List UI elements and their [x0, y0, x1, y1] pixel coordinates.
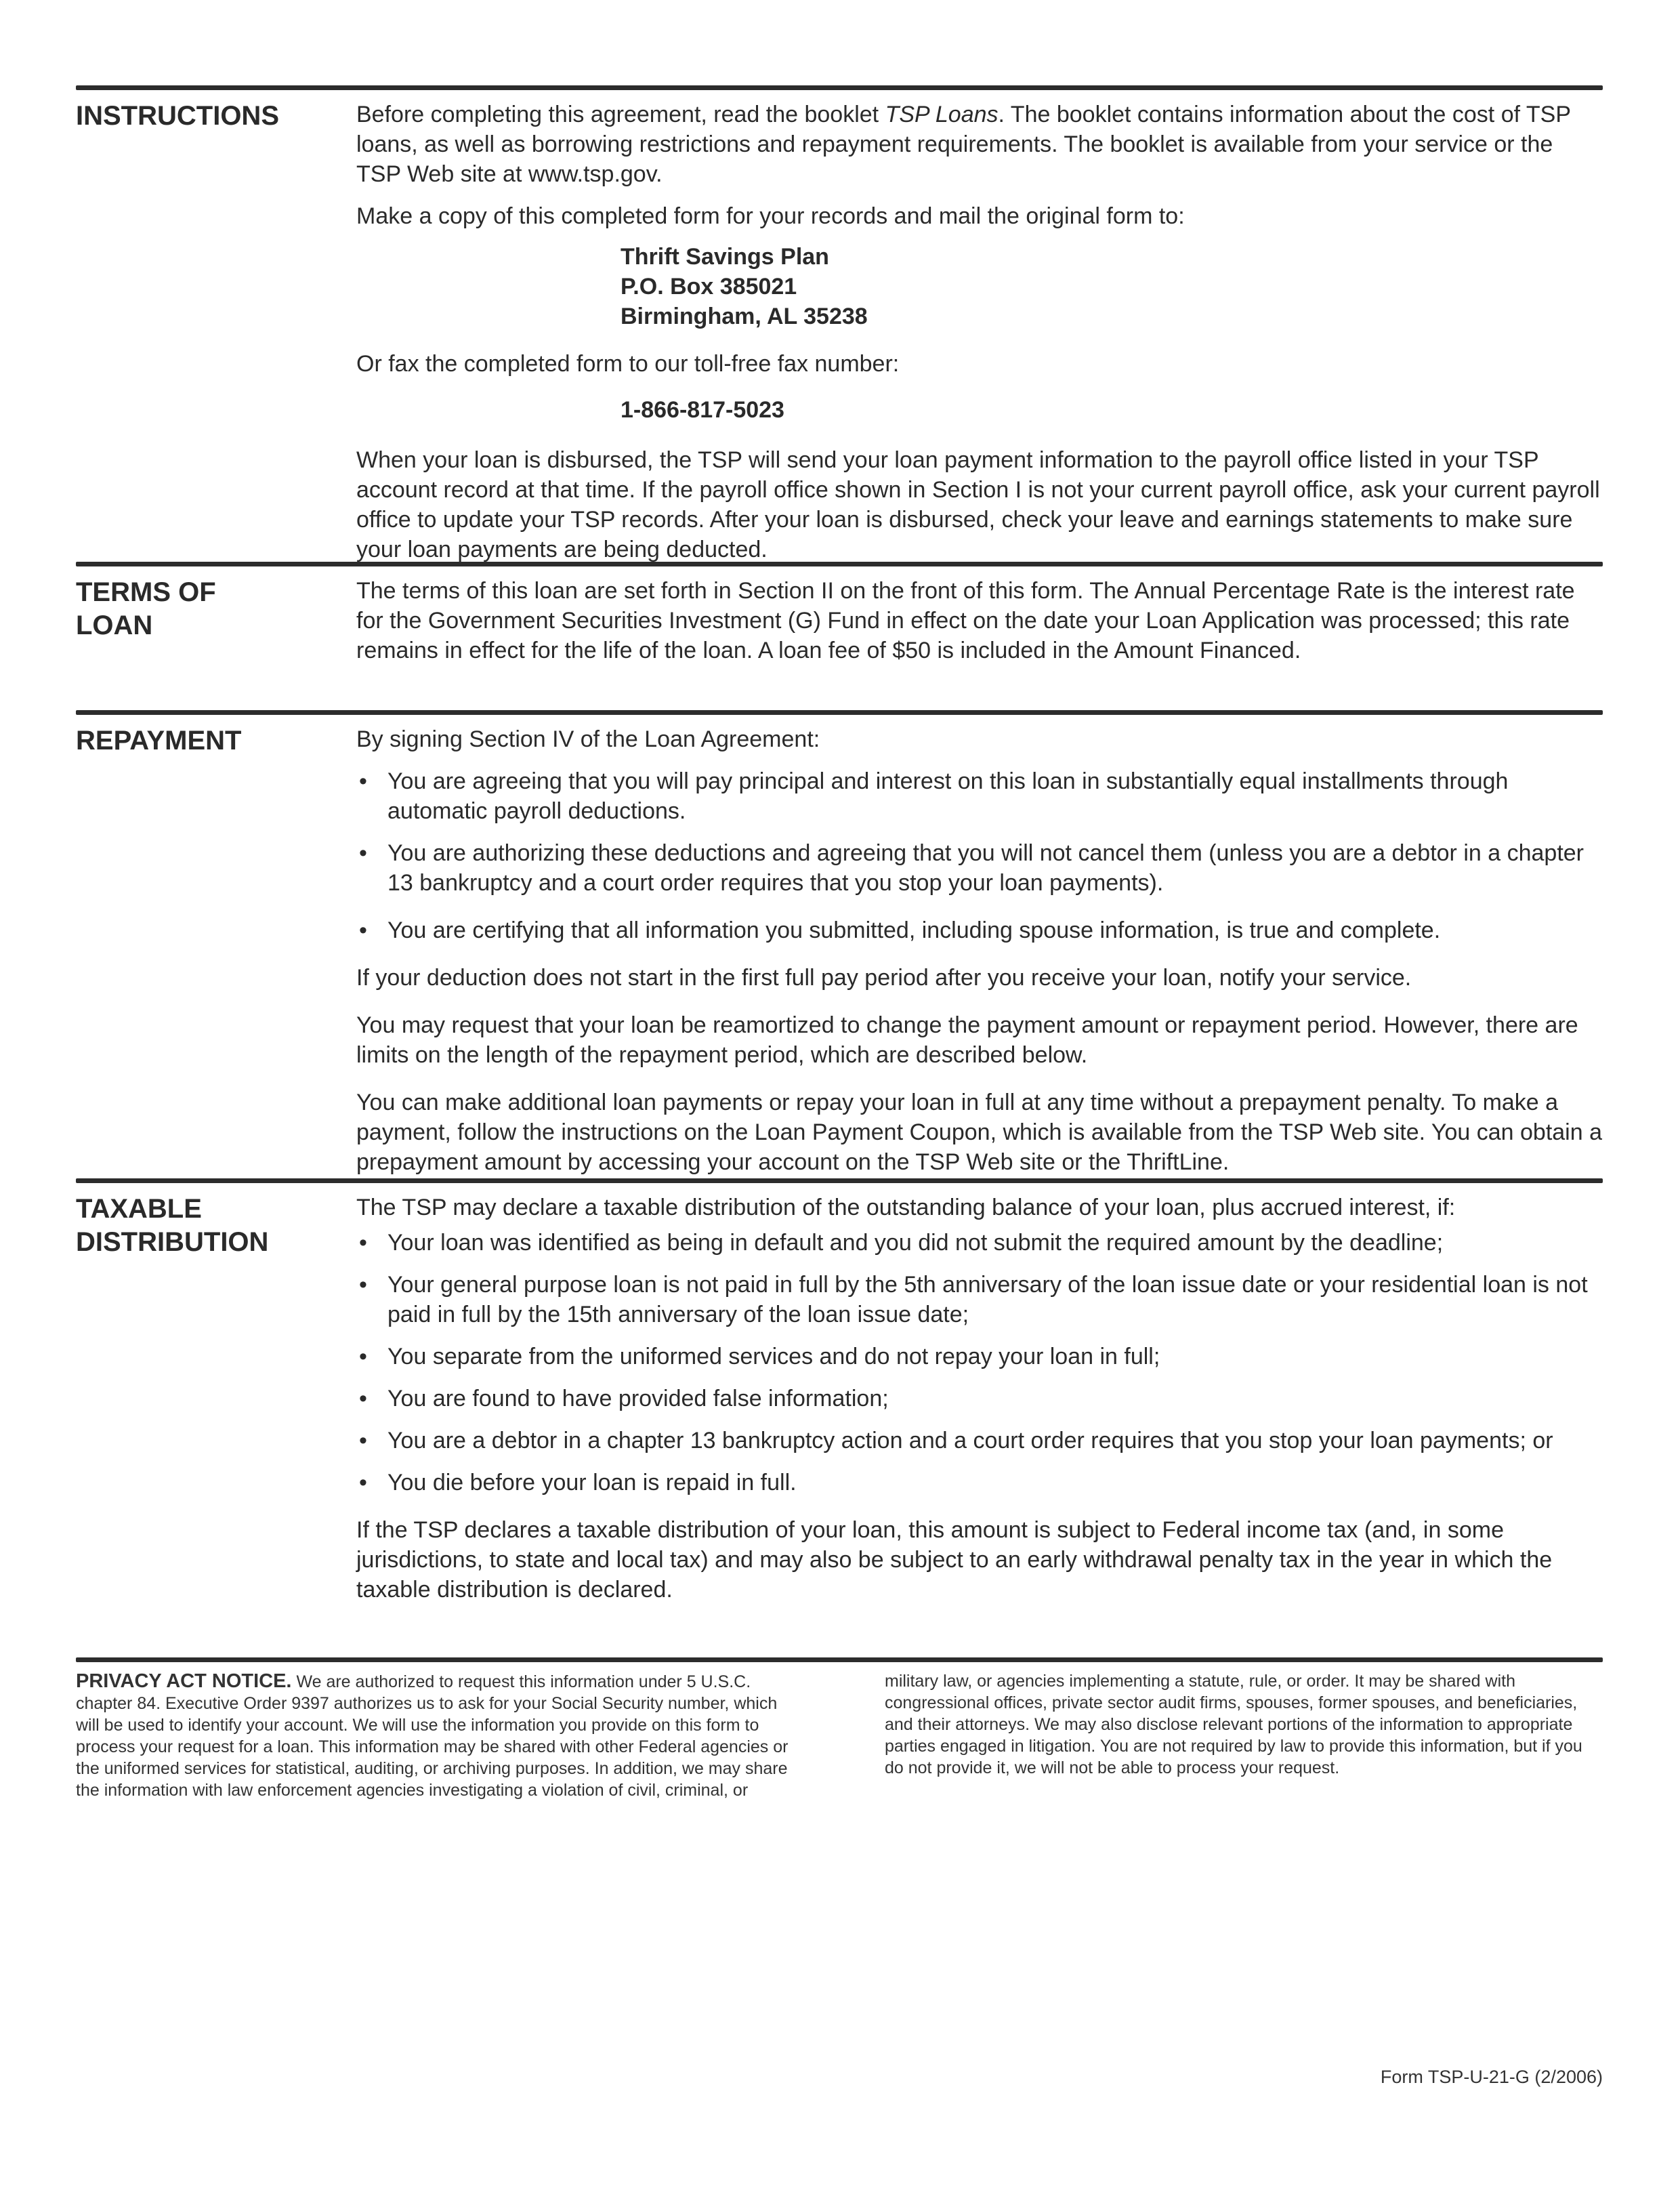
- bullet-icon: •: [359, 1386, 367, 1411]
- section-divider: [76, 85, 1603, 90]
- taxable-heading: [76, 1193, 356, 1657]
- list-item-text: You die before your loan is repaid in full.: [387, 1470, 797, 1495]
- taxable-intro: The TSP may declare a taxable distribution of the outstanding balance of your loan, plus accrued interest, if:: [356, 1195, 1456, 1220]
- instructions-disbursed-paragraph: When your loan is disbursed, the TSP will send your loan payment information to the payroll office listed in your TSP account record at that time. If the payroll office shown in Section I is not your current payroll office, ask your current payroll office to update your TSP records. After your loan is disbursed, check your leave and earnings statements to make sure your loan payments are being deducted.: [356, 447, 1600, 562]
- list-item: [356, 766, 1603, 826]
- instructions-mail-paragraph: Make a copy of this completed form for your records and mail the original form to:: [356, 203, 1185, 229]
- list-item: [356, 1342, 1603, 1371]
- section-divider: [76, 1657, 1603, 1662]
- section-divider: [76, 1178, 1603, 1183]
- list-item-text: You separate from the uniformed services and do not repay your loan in full;: [387, 1344, 1160, 1369]
- bullet-icon: •: [359, 1470, 367, 1495]
- list-item-text: You are found to have provided false information;: [387, 1386, 889, 1411]
- taxable-paragraph: If the TSP declares a taxable distribution of your loan, this amount is subject to Federal income tax (and, in some jurisdictions, to state and local tax) and may also be subject to an early withdrawal penalty tax in the year in which the taxable distribution is declared.: [356, 1517, 1553, 1603]
- bullet-icon: •: [359, 768, 367, 794]
- instructions-text: . The booklet contains information about the cost of TSP loans, as well as borrowing restrictions and repayment requirements. The booklet is available from your service or the TSP Web site at www.tsp.gov.: [356, 102, 1571, 187]
- list-item-text: Your general purpose loan is not paid in full by the 5th anniversary of the loan issue date or your residential loan is not paid in full by the 15th anniversary of the loan issue date;: [387, 1272, 1588, 1327]
- list-item: [356, 915, 1603, 945]
- repayment-section: [76, 715, 1603, 1178]
- fax-number: 1-866-817-5023: [621, 397, 784, 423]
- list-item-text: You are a debtor in a chapter 13 bankruptcy action and a court order requires that you stop your loan payments; or: [387, 1428, 1553, 1453]
- list-item-text: You are authorizing these deductions and agreeing that you will not cancel them (unless you are a debtor in a chapter 13 bankruptcy and a court order requires that you stop your loan payments).: [387, 840, 1584, 896]
- section-divider: [76, 710, 1603, 715]
- mailing-address: [621, 242, 1603, 331]
- bullet-icon: •: [359, 917, 367, 943]
- instructions-paragraph: [356, 100, 1603, 189]
- instructions-section: [76, 90, 1603, 562]
- bullet-icon: •: [359, 1230, 367, 1256]
- repayment-content: [356, 724, 1603, 1178]
- bullet-icon: •: [359, 1344, 367, 1369]
- terms-heading-line: LOAN: [76, 611, 153, 640]
- list-item: [356, 1426, 1603, 1456]
- list-item: [356, 1228, 1603, 1258]
- bullet-icon: •: [359, 1428, 367, 1453]
- list-item: [356, 1270, 1603, 1329]
- address-line: Thrift Savings Plan: [621, 244, 829, 270]
- privacy-column-left: [76, 1670, 794, 1801]
- address-line: Birmingham, AL 35238: [621, 304, 868, 329]
- privacy-text: We are authorized to request this information under 5 U.S.C. chapter 84. Executive Order 9397 authorizes us to ask for your Social Security number, which will be used to identify your account. We will use the information you provide on this form to process your request for a loan. This information may be shared with other Federal agencies or the uniformed services for statistical, auditing, or archiving purposes. In addition, we may share the information with law enforcement agencies investigating a violation of civil, criminal, or: [76, 1672, 789, 1800]
- privacy-lead: PRIVACY ACT NOTICE.: [76, 1670, 292, 1692]
- instructions-content: [356, 100, 1603, 562]
- bullet-icon: •: [359, 1272, 367, 1298]
- form-number: Form TSP-U-21-G (2/2006): [1380, 2067, 1603, 2087]
- taxable-heading-line: DISTRIBUTION: [76, 1227, 269, 1257]
- list-item: [356, 1468, 1603, 1498]
- taxable-distribution-section: [76, 1183, 1603, 1657]
- instructions-fax-paragraph: Or fax the completed form to our toll-free fax number:: [356, 351, 900, 377]
- form-page: [76, 85, 1603, 1801]
- taxable-heading-line: TAXABLE: [76, 1194, 202, 1224]
- repayment-paragraph: You can make additional loan payments or repay your loan in full at any time without a prepayment penalty. To make a payment, follow the instructions on the Loan Payment Coupon, which is available from the TSP Web site. You can obtain a prepayment amount by accessing your account on the TSP Web site or the ThriftLine.: [356, 1090, 1602, 1175]
- terms-paragraph: The terms of this loan are set forth in Section II on the front of this form. The Annual Percentage Rate is the interest rate for the Government Securities Investment (G) Fund in effect on the date your Loan Application was processed; this rate remains in effect for the life of the loan. A loan fee of $50 is included in the Amount Financed.: [356, 578, 1575, 663]
- terms-heading-line: TERMS OF: [76, 577, 216, 607]
- booklet-title: TSP Loans: [885, 102, 999, 127]
- taxable-content: [356, 1193, 1603, 1657]
- privacy-column-right: military law, or agencies implementing a statute, rule, or order. It may be shared with congressional offices, private sector audit firms, spouses, former spouses, and beneficiaries, and their attorneys. We may also disclose relevant portions of the information to appropriate parties engaged in litigation. You are not required by law to provide this information, but if you do not provide it, we will not be able to process your request.: [885, 1672, 1582, 1777]
- repayment-intro: By signing Section IV of the Loan Agreement:: [356, 726, 820, 752]
- instructions-heading: INSTRUCTIONS: [76, 101, 279, 131]
- instructions-text: Before completing this agreement, read the booklet: [356, 102, 885, 127]
- list-item: [356, 838, 1603, 898]
- terms-content: [356, 576, 1603, 710]
- list-item-text: You are certifying that all information you submitted, including spouse information, is true and complete.: [387, 917, 1441, 943]
- list-item-text: You are agreeing that you will pay principal and interest on this loan in substantially equal installments through automatic payroll deductions.: [387, 768, 1509, 824]
- repayment-heading: REPAYMENT: [76, 726, 242, 756]
- address-line: P.O. Box 385021: [621, 274, 797, 300]
- privacy-act-notice: [76, 1662, 1603, 1801]
- repayment-paragraph: You may request that your loan be reamortized to change the payment amount or repayment period. However, there are limits on the length of the repayment period, which are described below.: [356, 1012, 1578, 1068]
- terms-section: [76, 566, 1603, 710]
- list-item-text: Your loan was identified as being in default and you did not submit the required amount by the deadline;: [387, 1230, 1444, 1256]
- bullet-icon: •: [359, 840, 367, 866]
- list-item: [356, 1384, 1603, 1413]
- terms-heading: [76, 576, 356, 710]
- repayment-paragraph: If your deduction does not start in the first full pay period after you receive your loan, notify your service.: [356, 965, 1412, 991]
